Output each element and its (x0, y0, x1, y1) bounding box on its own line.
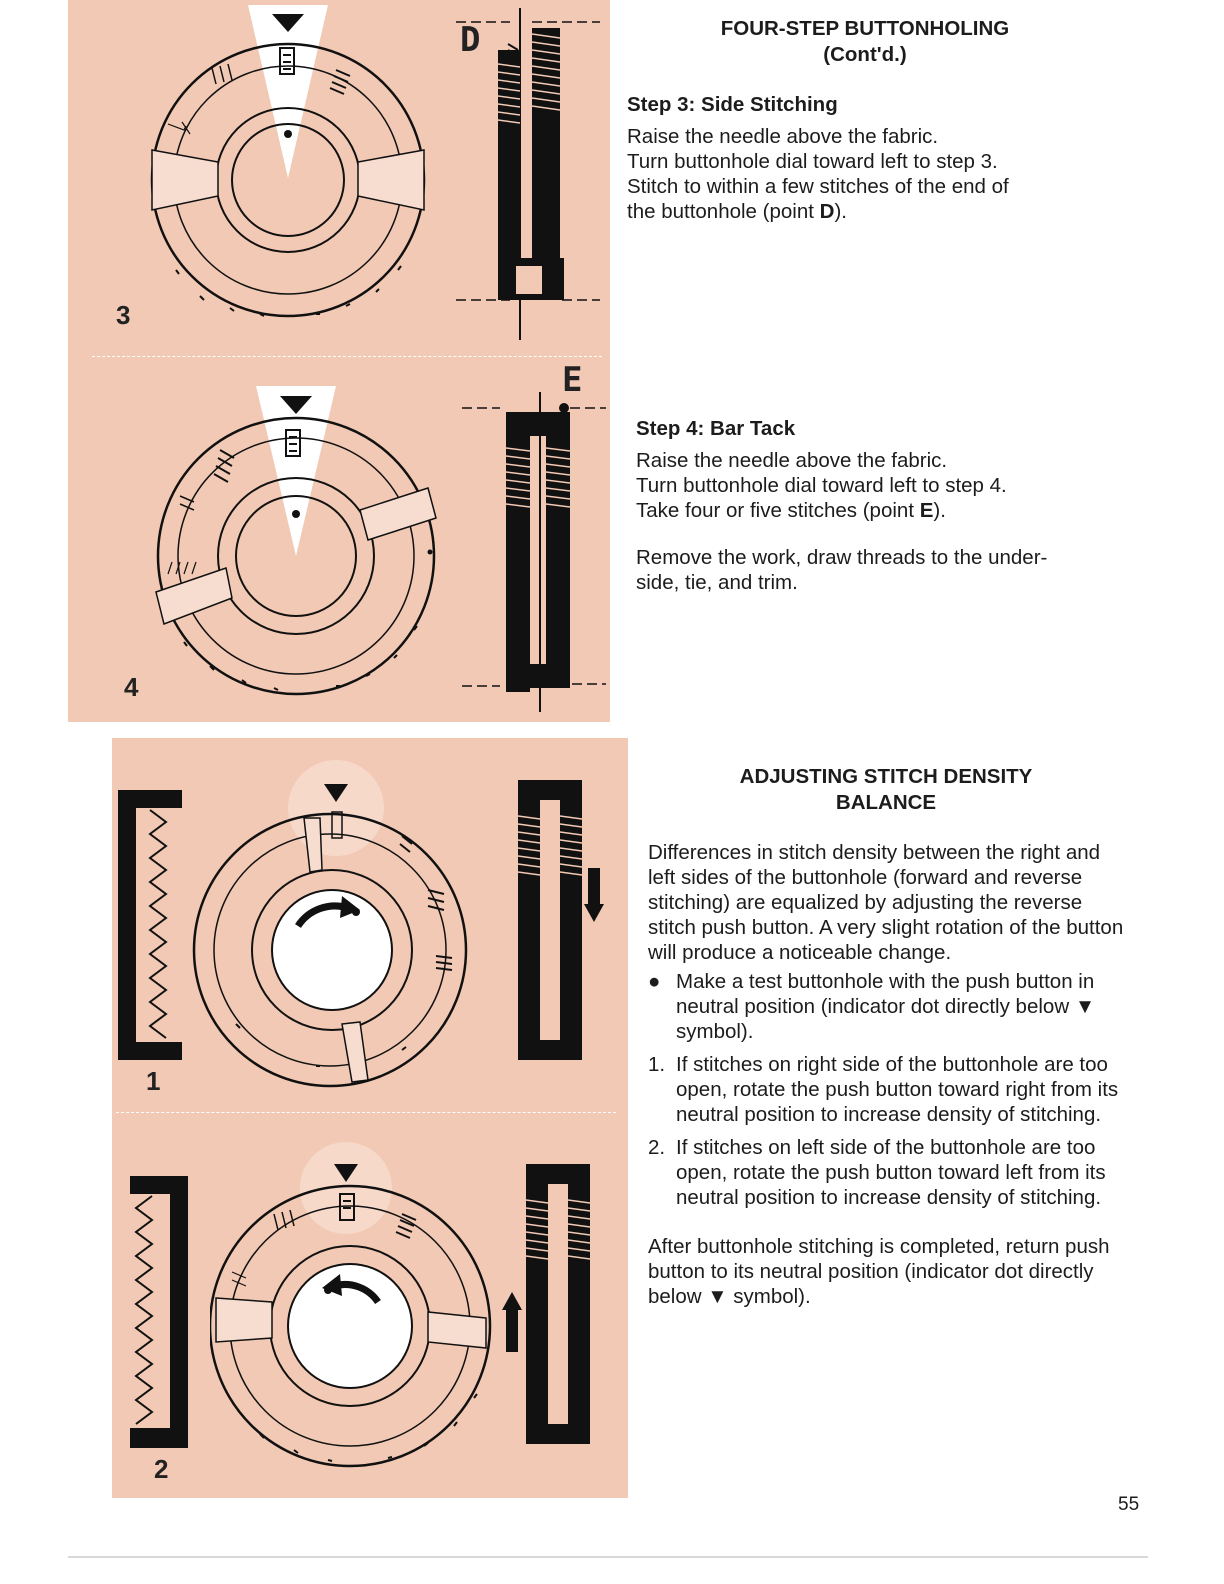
page-margin (0, 0, 68, 1584)
density-closing: After buttonhole stitching is completed, return push button to its neutral position (indicator dot directly below ▼ symbol). (648, 1235, 1110, 1308)
step-3-line2: Turn buttonhole dial toward left to step 3. (627, 150, 998, 173)
step-4-line2: Turn buttonhole dial toward left to step 4. (636, 474, 1007, 497)
buttonhole-figure-2-right (496, 1160, 606, 1450)
dial-figure-1 (192, 760, 472, 1090)
section-title-line1: FOUR-STEP BUTTONHOLING (720, 17, 1010, 40)
point-d-ref: D (819, 200, 835, 223)
buttonhole-figure-1-left (114, 786, 186, 1066)
density-body (648, 840, 1130, 1309)
panel-divider (92, 356, 602, 357)
step-4-line1: Raise the needle above the fabric. (636, 449, 948, 472)
step-4-remove-line1: Remove the work, draw threads to the under- (636, 546, 1048, 569)
point-e-label: E (562, 360, 583, 400)
panel-divider (116, 1112, 616, 1113)
point-e-ref: E (919, 499, 934, 522)
figure-number-1: 1 (146, 1066, 161, 1096)
step-3-block (627, 92, 1127, 224)
step-4-remove-line2: side, tie, and trim. (636, 571, 798, 594)
buttonhole-figure-step-4 (460, 392, 610, 714)
step-3-line4: the buttonhole (point D). (627, 200, 847, 223)
buttonhole-figure-1-right (508, 776, 618, 1066)
bullet-icon: ● (648, 970, 661, 993)
page-number: 55 (1118, 1494, 1140, 1515)
step-4-line3: Take four or five stitches (point E). (636, 499, 946, 522)
dial-figure-step-3 (140, 0, 440, 330)
density-item-2: 2. If stitches on left side of the buttonhole are too open, rotate the push button toward left from its neutral position to increase density of stitching. (648, 1136, 1106, 1209)
density-bullet: ● Make a test buttonhole with the push button in neutral position (indicator dot directly below ▼ symbol). (648, 970, 1096, 1043)
dial-figure-step-4 (146, 384, 446, 704)
step-3-line3: Stitch to within a few stitches of the end of (627, 175, 1009, 198)
step-4-heading: Step 4: Bar Tack (636, 417, 796, 440)
figure-number-2: 2 (154, 1454, 169, 1484)
section-title-line2: BALANCE (835, 791, 937, 814)
density-list (648, 969, 1130, 1210)
dial-figure-2 (210, 1142, 500, 1472)
figure-number-3: 3 (116, 300, 131, 330)
section-title-four-step (690, 16, 1040, 68)
step-3-heading: Step 3: Side Stitching (627, 93, 838, 116)
point-d-label: D (460, 20, 481, 60)
section-title-density (706, 764, 1066, 816)
density-item-1: 1. If stitches on right side of the buttonhole are too open, rotate the push button toward right from its neutral position to increase density of stitching. (648, 1053, 1119, 1126)
section-title-line1: ADJUSTING STITCH DENSITY (739, 765, 1033, 788)
density-intro: Differences in stitch density between the right and left sides of the buttonhole (forward and reverse stitching) are equalized by adjusting the reverse stitch push button. A very slight rotation of the button will produce a noticeable change. (648, 841, 1124, 964)
step-3-line1: Raise the needle above the fabric. (627, 125, 939, 148)
buttonhole-figure-2-left (126, 1172, 198, 1454)
figure-number-4: 4 (124, 672, 139, 702)
step-4-block (636, 416, 1136, 595)
bottom-rule (68, 1556, 1148, 1558)
section-title-line2: (Cont'd.) (823, 43, 907, 66)
